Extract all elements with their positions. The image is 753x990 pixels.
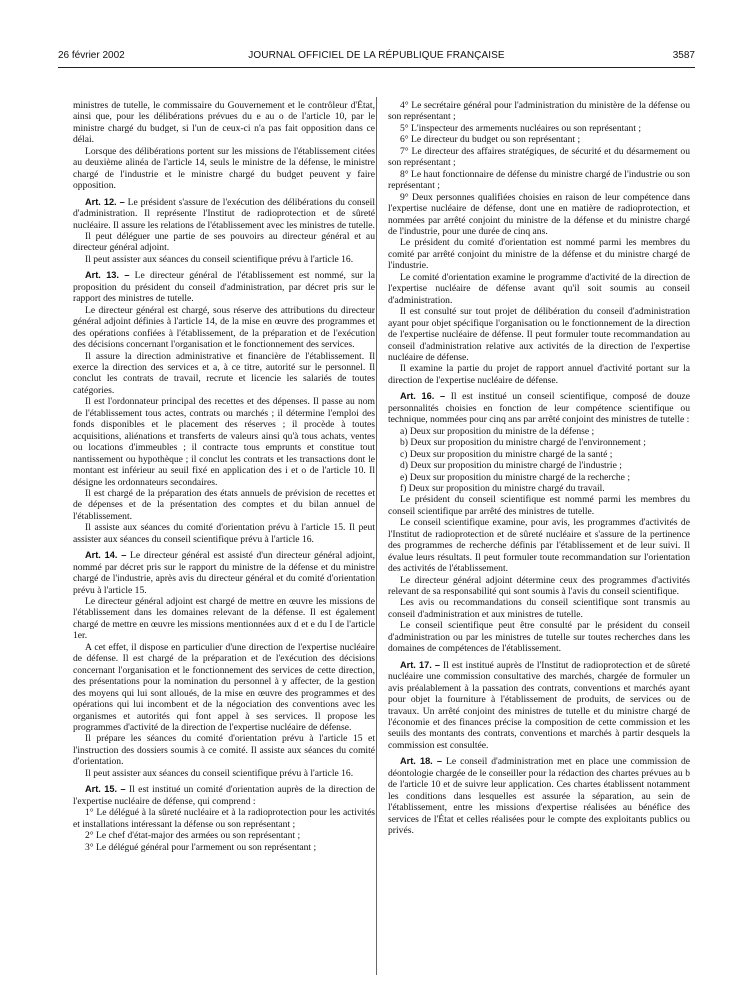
body-paragraph: e) Deux sur proposition du ministre chargé de la recherche ; [400, 471, 630, 483]
article-text: Il est institué auprès de l'Institut de radioprotection et de sûreté nucléaire une commission consultative des marchés, chargée de formuler un avis préalablement à la passation des contrats, conventions et marchés ayant pour objet la fourniture à l'établissement de produits, de services ou de travaux. Un arrêté conjoint des ministres de tutelle et du ministre chargé de l'économie et des finances précise la composition de cette commission et les seuils des montants des contrats, conventions et marchés à partir desquels la commission est consultée. [388, 659, 690, 751]
body-paragraph: Le conseil scientifique peut être consulté par le président du conseil d'administration ou par les ministres de tutelle sur toutes recherches dans les domaines de compétences de l'établissement. [388, 620, 690, 655]
right-column [388, 100, 690, 978]
page-number: 3587 [672, 50, 695, 61]
article-number: Art. 14. – [85, 550, 127, 561]
article-number: Art. 12. – [85, 196, 125, 207]
body-paragraph: 7° Le directeur des affaires stratégiques, de sécurité et du désarmement ou son représentant ; [388, 145, 690, 169]
left-column [73, 100, 375, 978]
article-number: Art. 15. – [85, 784, 126, 795]
body-paragraph: Le comité d'orientation examine le programme d'activité de la direction de l'expertise nucléaire de défense avant qu'il soit soumis au conseil d'administration. [388, 271, 690, 306]
article-paragraph [73, 550, 375, 596]
article-paragraph [388, 391, 690, 425]
body-paragraph: 8° Le haut fonctionnaire de défense du ministre chargé de l'industrie ou son représentant ; [388, 168, 690, 192]
article-number: Art. 16. – [400, 391, 446, 402]
body-paragraph: Le président du conseil scientifique est nommé parmi les membres du conseil scientifique par arrêté des ministres de tutelle. [388, 494, 690, 517]
header-rule [58, 67, 695, 68]
body-paragraph: Il est chargé de la préparation des états annuels de prévision de recettes et de dépenses et de la présentation des comptes et du bilan annuel de l'établissement. [73, 487, 375, 522]
body-paragraph: ministres de tutelle, le commissaire du Gouvernement et le contrôleur d'État, ainsi que, pour les délibérations prévues du e au o de l'article 10, par le ministre chargé du budget, si l'un de ceux-ci n'a pas fait opposition dans ce délai. [73, 100, 375, 146]
article-paragraph [73, 270, 375, 304]
body-paragraph: Il peut assister aux séances du conseil scientifique prévu à l'article 16. [85, 253, 354, 265]
body-paragraph: Il est l'ordonnateur principal des recettes et des dépenses. Il passe au nom de l'établissement tous actes, contrats ou marchés ; il détermine l'emploi des fonds disponibles et le placement des réserves ; il procède à toutes acquisitions, aliénations et transferts de valeurs ainsi qu'à tous achats, ventes ou locations d'immeubles ; il contracte tous emprunts et constitue tout nantissement ou hypothèque ; il conclut les contrats et les transactions dont le montant est inférieur au seuil fixé en application des i et o de l'article 10. Il désigne les ordonnateurs secondaires. [73, 396, 375, 488]
body-paragraph: Le directeur général adjoint détermine ceux des programmes d'activités relevant de sa responsabilité qui sont soumis à l'avis du conseil scientifique. [388, 574, 690, 598]
body-paragraph: Le directeur général est chargé, sous réserve des attributions du directeur général adjoint définies à l'article 14, de la mise en œuvre des programmes et des opérations confiées à l'établissement, de la préparation et de l'exécution des décisions concernant l'organisation et le fonctionnement des services. [73, 304, 375, 351]
body-paragraph: A cet effet, il dispose en particulier d'une direction de l'expertise nucléaire de défense. Il est chargé de la préparation et de l'exécution des décisions concernant l'organisation et le fonctionnement des services de cette direction, des présentations pour la nomination du personnel à y affecter, de la gestion des moyens qui lui sont alloués, de la mise en œuvre des programmes et des opérations qui lui incombent et de la négociation des conventions avec les organismes et autorités qui font appel à ses services. Il propose les programmes d'activité de la direction de l'expertise nucléaire de défense. [73, 641, 375, 734]
body-paragraph: 1° Le délégué à la sûreté nucléaire et à la radioprotection pour les activités et installations intéressant la défense ou son représentant ; [73, 807, 375, 830]
article-number: Art. 18. – [400, 756, 442, 767]
body-paragraph: 3° Le délégué général pour l'armement ou son représentant ; [85, 841, 317, 853]
page-header [58, 50, 695, 64]
body-paragraph: Il peut déléguer une partie de ses pouvoirs au directeur général et au directeur général adjoint. [73, 230, 375, 254]
body-paragraph: Les avis ou recommandations du conseil scientifique sont transmis au conseil d'administration et aux ministres de tutelle. [388, 597, 690, 620]
article-paragraph [73, 784, 375, 807]
body-paragraph: Il assiste aux séances du comité d'orientation prévu à l'article 15. Il peut assister aux séances du conseil scientifique prévu à l'article 16. [73, 522, 375, 545]
body-paragraph: b) Deux sur proposition du ministre chargé de l'environnement ; [400, 437, 646, 449]
article-paragraph [388, 660, 690, 752]
body-paragraph: Il assure la direction administrative et financière de l'établissement. Il exerce la direction des services et a, à ce titre, autorité sur le personnel. Il conclut les contrats de travail, recrute et licencie les salariés de toutes catégories. [73, 350, 375, 396]
article-text: Il est institué un conseil scientifique, composé de douze personnalités choisies en fonction de leur compétence scientifique ou technique, nommées pour cinq ans par arrêté conjoint des ministres de tutelle : [388, 391, 690, 426]
body-paragraph: Le conseil scientifique examine, pour avis, les programmes d'activités de l'Institut de radioprotection et de sûreté nucléaire et s'assure de la pertinence des programmes de recherche définis par l'établissement et de leur suivi. Il évalue leurs résultats. Il peut formuler toute recommandation sur l'orientation des activités de l'établissement. [388, 517, 690, 575]
body-paragraph: 6° Le directeur du budget ou son représentant ; [400, 134, 581, 146]
article-text: Le directeur général est assisté d'un directeur général adjoint, nommé par décret pris sur le rapport du ministre de la défense et du ministre chargé de l'industrie, après avis du directeur général et du comité d'orientation prévu à l'article 15. [73, 550, 375, 596]
article-number: Art. 17. – [400, 659, 441, 670]
article-number: Art. 13. – [85, 270, 130, 281]
body-paragraph: Il est consulté sur tout projet de délibération du conseil d'administration ayant pour objet spécifique l'organisation ou le fonctionnement de la direction de l'expertise nucléaire de défense. Il peut formuler toute recommandation au conseil d'administration relative aux activités de la direction de l'expertise nucléaire de défense. [388, 306, 690, 363]
article-paragraph [388, 756, 690, 836]
body-paragraph: c) Deux sur proposition du ministre chargé de la santé ; [400, 448, 613, 460]
body-paragraph: 5° L'inspecteur des armements nucléaires ou son représentant ; [400, 122, 642, 134]
body-paragraph: Il peut assister aux séances du conseil scientifique prévu à l'article 16. [85, 767, 354, 779]
body-paragraph: 2° Le chef d'état-major des armées ou son représentant ; [85, 830, 301, 842]
journal-title: JOURNAL OFFICIEL DE LA RÉPUBLIQUE FRANÇAISE [248, 50, 505, 61]
issue-date: 26 février 2002 [58, 50, 125, 61]
body-paragraph: 4° Le secrétaire général pour l'administration du ministère de la défense ou son représentant ; [388, 100, 690, 123]
article-text: Le conseil d'administration met en place une commission de déontologie chargée de le conseiller pour la rédaction des chartes prévues au b de l'article 10 et de suivre leur application. Ces chartes établissent notamment les conditions dans lesquelles est assurée la séparation, au sein de l'établissement, entre les missions d'expertise réalisées au bénéfice des services de l'État et celles réalisées pour le compte des exploitants publics ou privés. [388, 756, 690, 837]
body-paragraph: Lorsque des délibérations portent sur les missions de l'établissement citées au deuxième alinéa de l'article 14, seuls le ministre de la défense, le ministre chargé de l'industrie et le ministre chargé du budget peuvent y faire opposition. [73, 145, 375, 192]
body-paragraph: d) Deux sur proposition du ministre chargé de l'industrie ; [400, 460, 622, 472]
body-paragraph: Il examine la partie du projet de rapport annuel d'activité portant sur la direction de l'expertise nucléaire de défense. [388, 363, 690, 386]
article-text: Le directeur général de l'établissement est nommé, sur la proposition du président du conseil d'administration, par décret pris sur le rapport des ministres de tutelle. [73, 270, 375, 305]
body-paragraph: 9° Deux personnes qualifiées choisies en raison de leur compétence dans l'expertise nucléaire de défense, dont une en matière de radioprotection, et nommées par arrêté conjoint du ministre de la défense et du ministre chargé de l'industrie, pour une durée de cinq ans. [388, 191, 690, 237]
body-paragraph: Le président du comité d'orientation est nommé parmi les membres du comité par arrêté conjoint du ministre de la défense et du ministre chargé de l'industrie. [388, 237, 690, 272]
body-paragraph: a) Deux sur proposition du ministre de la défense ; [400, 425, 595, 437]
article-text: Il est institué un comité d'orientation auprès de la direction de l'expertise nucléaire de défense, qui comprend : [73, 784, 375, 807]
column-divider [376, 97, 377, 975]
article-paragraph [73, 197, 375, 231]
body-paragraph: f) Deux sur proposition du ministre chargé du travail. [400, 482, 605, 494]
article-text: Le président s'assure de l'exécution des délibérations du conseil d'administration. Il représente l'Institut de radioprotection et de sûreté nucléaire. Il assure les relations de l'établissement avec les ministres de tutelle. [73, 196, 375, 231]
body-paragraph: Le directeur général adjoint est chargé de mettre en œuvre les missions de l'établissement dans les domaines relevant de la défense. Il est également chargé de mettre en œuvre les missions mentionnées aux d et e du I de l'article 1er. [73, 596, 375, 642]
body-paragraph: Il prépare les séances du comité d'orientation prévu à l'article 15 et l'instruction des dossiers soumis à ce comité. Il assiste aux séances du comité d'orientation. [73, 733, 375, 768]
